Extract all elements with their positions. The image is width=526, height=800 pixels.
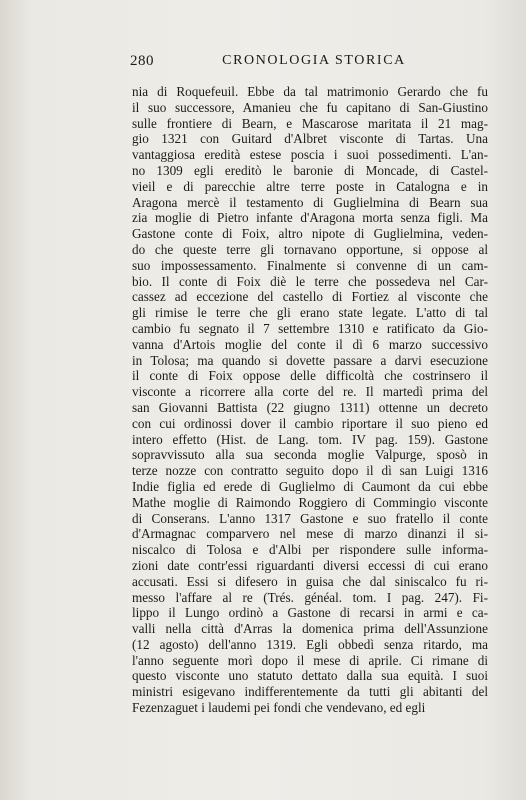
text-line: valli nella città d'Arras la domenica prima dell'Assunzione [132, 621, 488, 637]
text-line: Fezenzaguet i laudemi pei fondi che vendevano, ed egli [132, 700, 426, 716]
running-title: CRONOLOGIA STORICA [222, 53, 406, 68]
text-line: vanna d'Artois moglie del conte il dì 6 marzo successivo [132, 336, 488, 352]
text-line: sopravvissuto alla sua seconda moglie Valpurge, sposò in [132, 447, 488, 463]
text-line: questo visconte uno statuto dettato dalla sua equità. I suoi [132, 668, 488, 684]
text-line: lippo il Lungo ordinò a Gastone di recarsi in armi e ca- [132, 605, 488, 621]
text-line: nia di Roquefeuil. Ebbe da tal matrimonio Gerardo che fu [132, 84, 488, 99]
text-line: Mathe moglie di Raimondo Roggiero di Commingio visconte [132, 494, 488, 510]
text-line: con cui ordinossi dover il cambio riportare il suo pieno ed [132, 415, 488, 431]
text-line: zia moglie di Pietro infante d'Aragona morta senza figli. Ma [132, 210, 488, 226]
text-line: visconte a ricorrere alla corte del re. Il martedì prima del [132, 384, 488, 400]
text-line: in Tolosa; ma quando si dovette passare a darvi esecuzione [132, 352, 488, 368]
text-line: messo l'affare al re (Trés. généal. tom. I pag. 247). Fi- [132, 589, 488, 605]
text-line: san Giovanni Battista (22 giugno 1311) ottenne un decreto [132, 399, 488, 415]
text-line: intero effetto (Hist. de Lang. tom. IV pag. 159). Gastone [132, 431, 488, 447]
text-line: il suo successore, Amanieu che fu capitano di San-Giustino [132, 99, 488, 115]
text-line: Indie figlia ed erede di Guglielmo di Caumont da cui ebbe [132, 478, 488, 494]
text-line: no 1309 egli ereditò le baronie di Moncade, di Castel- [132, 162, 488, 178]
text-line: zioni date contr'essi riguardanti diversi eccessi di cui erano [132, 557, 488, 573]
text-line: gio 1321 con Guitard d'Albret visconte di Tartas. Una [132, 131, 488, 147]
text-line: gli rimise le terre che gli erano state legate. L'atto di tal [132, 305, 488, 321]
text-line: ministri esigevano indifferentemente da tutti gli abitanti del [132, 684, 488, 700]
text-line: l'anno seguente morì dopo il mese di aprile. Ci rimane di [132, 652, 488, 668]
text-line: sulle frontiere di Bearn, e Mascarose maritata il 21 mag- [132, 115, 488, 131]
text-line: cambio fu segnato il 7 settembre 1310 e ratificato da Gio- [132, 320, 488, 336]
text-line: vieil e di parecchie altre terre poste in Catalogna e in [132, 178, 488, 194]
text-line: do che queste terre gli tornavano opportune, si oppose al [132, 241, 488, 257]
text-line: bio. Il conte di Foix diè le terre che possedeva nel Car- [132, 273, 488, 289]
page-number: 280 [130, 53, 154, 69]
text-line: cassez ad eccezione del castello di Fortiez al visconte che [132, 289, 488, 305]
page-header [130, 53, 486, 75]
text-line: vantaggiosa eredità estese poscia i suoi possedimenti. L'an- [132, 147, 488, 163]
text-line: Aragona mercè il testamento di Guglielmina di Bearn sua [132, 194, 488, 210]
text-line: niscalco di Tolosa e d'Albi per rispondere sulle informa- [132, 542, 488, 558]
text-line: suo impossessamento. Finalmente si convenne di un cam- [132, 257, 488, 273]
text-line: Gastone conte di Foix, altro nipote di Guglielmina, veden- [132, 226, 488, 242]
text-line: d'Armagnac comparvero nel mese di marzo dinanzi il si- [132, 526, 488, 542]
text-line: terze nozze con contratto seguito dopo il dì san Luigi 1316 [132, 463, 488, 479]
text-line: (12 agosto) dell'anno 1319. Egli obbedì senza ritardo, ma [132, 636, 488, 652]
body-text [132, 84, 488, 716]
text-line: accusati. Essi si difesero in guisa che dal siniscalco fu ri- [132, 573, 488, 589]
text-line: di Conserans. L'anno 1317 Gastone e suo fratello il conte [132, 510, 488, 526]
text-line: il conte di Foix oppose delle difficoltà che costrinsero il [132, 368, 488, 384]
